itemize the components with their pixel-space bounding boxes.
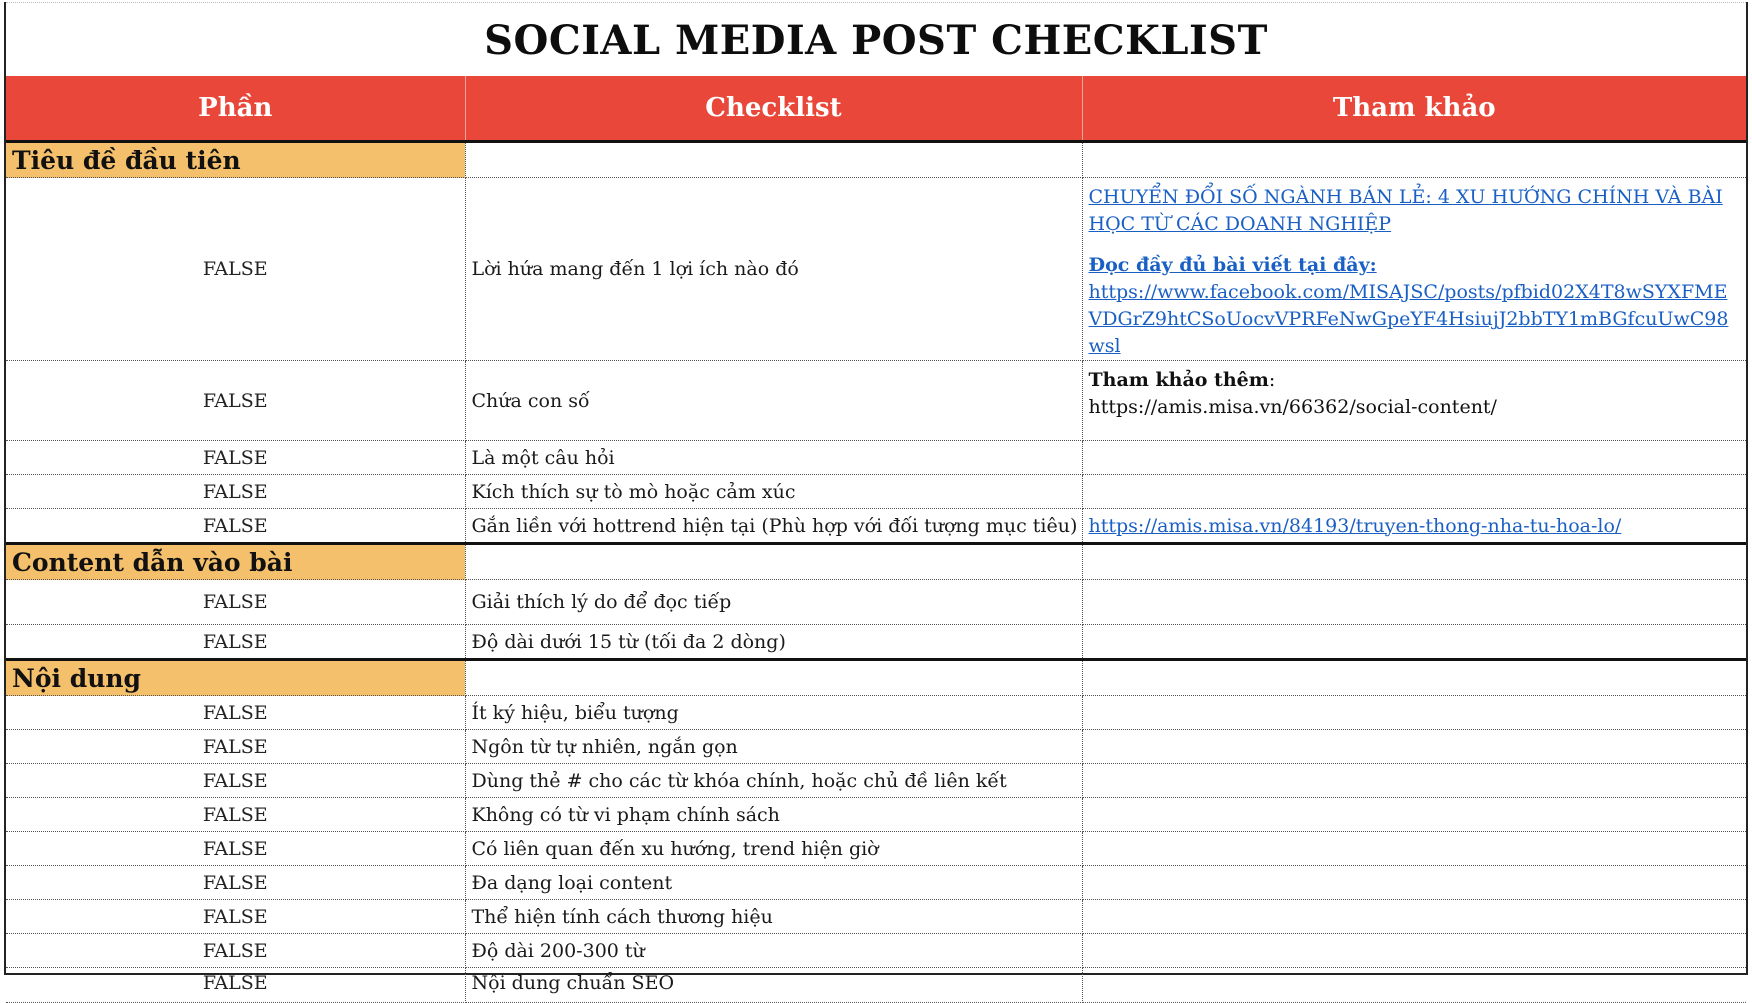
status-cell[interactable]: FALSE bbox=[6, 475, 465, 509]
table-row bbox=[6, 866, 1746, 900]
section-row bbox=[6, 142, 1746, 178]
status-cell[interactable]: FALSE bbox=[6, 625, 465, 660]
empty-cell[interactable] bbox=[465, 660, 1082, 696]
status-cell[interactable]: FALSE bbox=[6, 361, 465, 441]
checklist-cell[interactable]: Dùng thẻ # cho các từ khóa chính, hoặc chủ đề liên kết bbox=[465, 764, 1082, 798]
table-row bbox=[6, 764, 1746, 798]
section-label-headline[interactable]: Tiêu đề đầu tiên bbox=[6, 142, 465, 178]
checklist-cell[interactable]: Ít ký hiệu, biểu tượng bbox=[465, 696, 1082, 730]
status-cell[interactable]: FALSE bbox=[6, 832, 465, 866]
table-row bbox=[6, 580, 1746, 625]
reference-cell[interactable] bbox=[1082, 900, 1746, 934]
header-row bbox=[6, 76, 1746, 142]
checklist-cell[interactable]: Kích thích sự tò mò hoặc cảm xúc bbox=[465, 475, 1082, 509]
reference-colon: : bbox=[1268, 369, 1276, 391]
table-row bbox=[6, 361, 1746, 441]
spacer bbox=[1089, 238, 1741, 252]
header-checklist[interactable]: Checklist bbox=[465, 76, 1082, 142]
table-row bbox=[6, 798, 1746, 832]
table-row bbox=[6, 900, 1746, 934]
empty-cell[interactable] bbox=[1082, 660, 1746, 696]
reference-cell[interactable] bbox=[1082, 832, 1746, 866]
reference-link-title[interactable]: CHUYỂN ĐỔI SỐ NGÀNH BÁN LẺ: 4 XU HƯỚNG CHÍNH VÀ BÀI HỌC TỪ CÁC DOANH NGHIỆP bbox=[1088, 186, 1723, 235]
empty-cell[interactable] bbox=[465, 142, 1082, 178]
reference-url[interactable]: https://www.facebook.com/MISAJSC/posts/pfbid02X4T8wSYXFMEVDGrZ9htCSoUocvVPRFeNwGpeYF4HsiujJ2bbTY1mBGfcuUwC98wsl bbox=[1088, 281, 1729, 357]
reference-cell[interactable] bbox=[1082, 730, 1746, 764]
status-cell[interactable]: FALSE bbox=[6, 866, 465, 900]
table-row bbox=[6, 475, 1746, 509]
status-cell[interactable]: FALSE bbox=[6, 441, 465, 475]
table-row bbox=[6, 625, 1746, 660]
reference-cell[interactable] bbox=[1082, 798, 1746, 832]
reference-link[interactable]: https://amis.misa.vn/84193/truyen-thong-nha-tu-hoa-lo/ bbox=[1088, 514, 1622, 537]
table-row bbox=[6, 832, 1746, 866]
reference-cell[interactable] bbox=[1082, 866, 1746, 900]
section-row bbox=[6, 660, 1746, 696]
checklist-cell[interactable]: Ngôn từ tự nhiên, ngắn gọn bbox=[465, 730, 1082, 764]
status-cell[interactable]: FALSE bbox=[6, 900, 465, 934]
status-cell[interactable]: FALSE bbox=[6, 178, 465, 361]
section-label-content[interactable]: Nội dung bbox=[6, 660, 465, 696]
checklist-cell[interactable]: Là một câu hỏi bbox=[465, 441, 1082, 475]
header-part[interactable]: Phần bbox=[6, 76, 465, 142]
table-row bbox=[6, 509, 1746, 544]
reference-cell[interactable] bbox=[1082, 509, 1746, 544]
checklist-cell[interactable]: Không có từ vi phạm chính sách bbox=[465, 798, 1082, 832]
table-row bbox=[6, 968, 1746, 1003]
status-cell[interactable]: FALSE bbox=[6, 968, 465, 1003]
reference-url-plain: https://amis.misa.vn/66362/social-content/ bbox=[1088, 396, 1497, 418]
checklist-cell[interactable]: Độ dài dưới 15 từ (tối đa 2 dòng) bbox=[465, 625, 1082, 660]
header-reference[interactable]: Tham khảo bbox=[1082, 76, 1746, 142]
checklist-cell[interactable]: Chứa con số bbox=[465, 361, 1082, 441]
checklist-cell[interactable]: Thể hiện tính cách thương hiệu bbox=[465, 900, 1082, 934]
reference-cell[interactable] bbox=[1082, 441, 1746, 475]
table-row bbox=[6, 441, 1746, 475]
checklist-cell[interactable]: Gắn liền với hottrend hiện tại (Phù hợp với đối tượng mục tiêu) bbox=[465, 509, 1082, 544]
reference-cell[interactable] bbox=[1082, 696, 1746, 730]
reference-cell[interactable] bbox=[1082, 625, 1746, 660]
table-row bbox=[6, 696, 1746, 730]
reference-cell[interactable] bbox=[1082, 764, 1746, 798]
status-cell[interactable]: FALSE bbox=[6, 509, 465, 544]
reference-cell[interactable] bbox=[1082, 968, 1746, 1003]
status-cell[interactable]: FALSE bbox=[6, 696, 465, 730]
sheet-title: SOCIAL MEDIA POST CHECKLIST bbox=[6, 2, 1746, 77]
checklist-cell[interactable]: Giải thích lý do để đọc tiếp bbox=[465, 580, 1082, 625]
checklist-cell[interactable]: Lời hứa mang đến 1 lợi ích nào đó bbox=[465, 178, 1082, 361]
table-row bbox=[6, 934, 1746, 968]
reference-cell[interactable] bbox=[1082, 934, 1746, 968]
status-cell[interactable]: FALSE bbox=[6, 798, 465, 832]
table-row bbox=[6, 730, 1746, 764]
checklist-table bbox=[6, 76, 1746, 1003]
reference-cell[interactable] bbox=[1082, 580, 1746, 625]
empty-cell[interactable] bbox=[465, 544, 1082, 580]
status-cell[interactable]: FALSE bbox=[6, 764, 465, 798]
empty-cell[interactable] bbox=[1082, 544, 1746, 580]
empty-cell[interactable] bbox=[1082, 142, 1746, 178]
reference-cell[interactable] bbox=[1082, 178, 1746, 361]
spreadsheet bbox=[4, 2, 1748, 994]
reference-cell[interactable] bbox=[1082, 361, 1746, 441]
checklist-cell[interactable]: Đa dạng loại content bbox=[465, 866, 1082, 900]
section-row bbox=[6, 544, 1746, 580]
table-row bbox=[6, 178, 1746, 361]
checklist-cell[interactable]: Có liên quan đến xu hướng, trend hiện giờ bbox=[465, 832, 1082, 866]
status-cell[interactable]: FALSE bbox=[6, 730, 465, 764]
status-cell[interactable]: FALSE bbox=[6, 580, 465, 625]
reference-more-label: Tham khảo thêm bbox=[1088, 369, 1269, 391]
read-more-label[interactable]: Đọc đầy đủ bài viết tại đây: bbox=[1088, 254, 1377, 276]
checklist-cell[interactable]: Nội dung chuẩn SEO bbox=[465, 968, 1082, 1003]
section-label-lead-in[interactable]: Content dẫn vào bài bbox=[6, 544, 465, 580]
checklist-cell[interactable]: Độ dài 200-300 từ bbox=[465, 934, 1082, 968]
reference-cell[interactable] bbox=[1082, 475, 1746, 509]
status-cell[interactable]: FALSE bbox=[6, 934, 465, 968]
